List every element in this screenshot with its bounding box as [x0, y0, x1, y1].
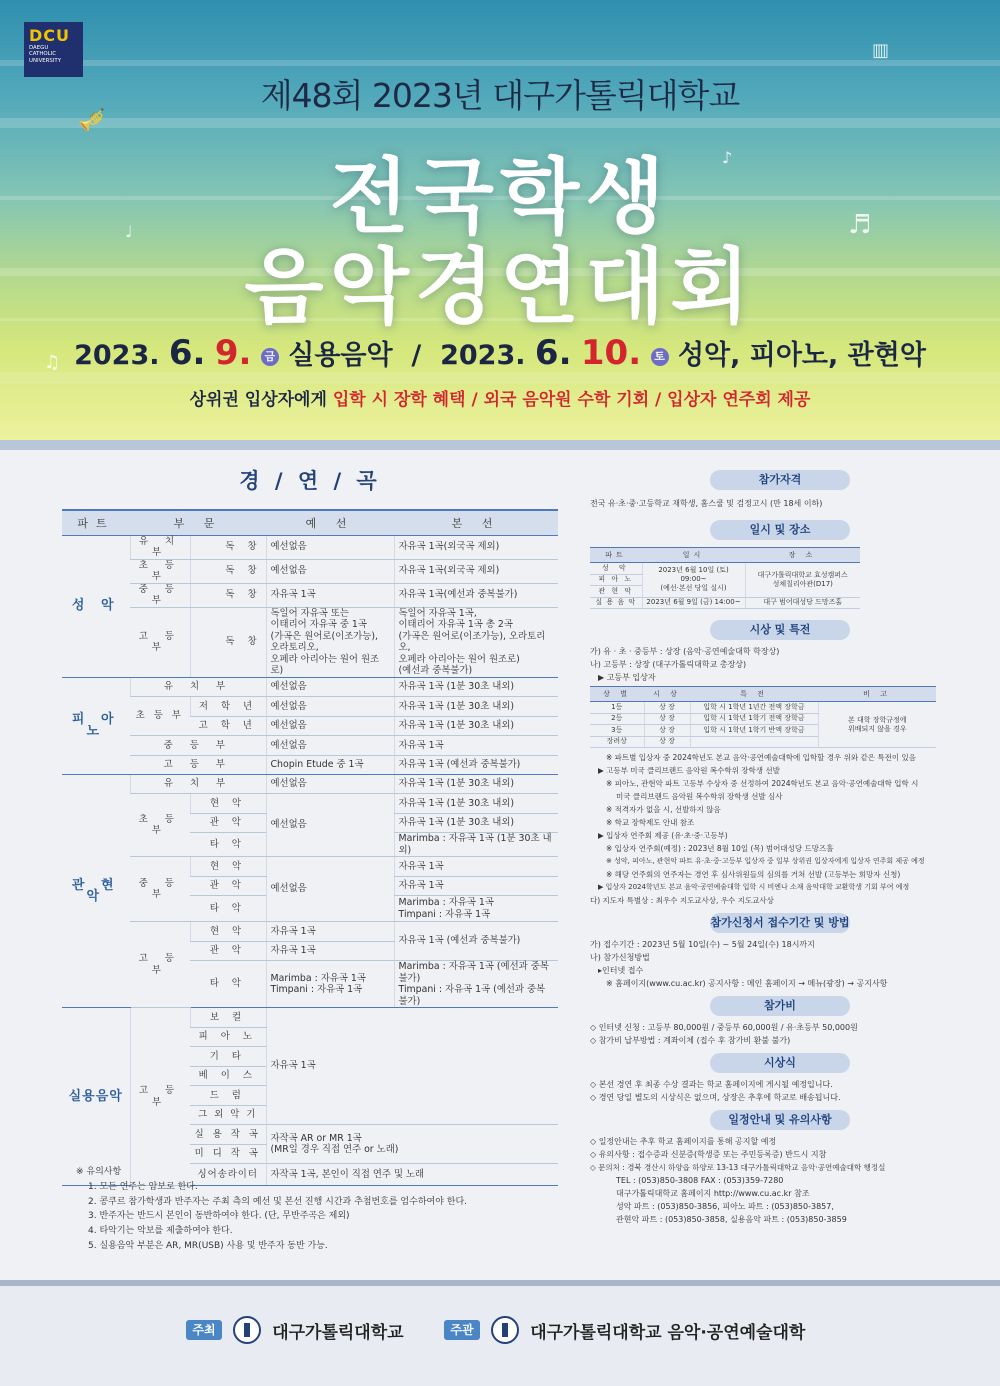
- table-row: [62, 857, 558, 877]
- award-cell: 상 장: [644, 736, 690, 748]
- date1-dow-badge: 금: [261, 348, 279, 366]
- sub-cell: 타 악: [190, 896, 266, 922]
- preliminary-cell: 예선없음: [266, 716, 394, 736]
- ceremony-line: ◇ 경연 당일 별도의 시상식은 없으며, 상장은 추후에 학교로 배송됩니다.: [590, 1093, 841, 1102]
- table-row: [62, 755, 558, 775]
- header-final: 본 선: [394, 510, 558, 535]
- preliminary-cell: 자유곡 1곡: [266, 583, 394, 607]
- table-row: [62, 583, 558, 607]
- logo-line: UNIVERSITY: [29, 57, 62, 64]
- division-cell: 고 등 부: [130, 607, 190, 677]
- awards-line: ※ 입상자 연주회(예정) : 2023년 8월 10일 (목) 범어대성당 드망즈홀: [606, 844, 834, 853]
- header-cell: 장 소: [745, 548, 860, 563]
- application-line: 가) 접수기간 : 2023년 5월 10일(수) ~ 5월 24일(수) 18시까지: [590, 940, 815, 949]
- note-item: 5. 실용음악 부분은 AR, MR(USB) 사용 및 반주자 동반 가능.: [88, 1240, 328, 1251]
- date2-month: 6.: [534, 333, 572, 373]
- final-cell: 독일어 자유곡 1곡, 이태리어 자유곡 1곡 총 2곡 (가곡은 원어로(이조가능), 오라토리오, 오페라 아리아는 원어 원조로) (예선과 중복불가): [394, 607, 558, 677]
- sub-cell: 독 창: [190, 559, 266, 583]
- date1-month: 6.: [168, 333, 206, 373]
- section-title-schedule: 일시 및 장소: [710, 520, 850, 540]
- division-cell: 유 치 부: [130, 677, 266, 697]
- benefit-prefix: 상위권 입상자에게: [189, 390, 333, 410]
- host-badge: 주최: [186, 1320, 222, 1340]
- preliminary-cell: 예선없음: [266, 677, 394, 697]
- preliminary-cell: 자작곡 AR or MR 1곡 (MR일 경우 직접 연주 or 노래): [266, 1125, 558, 1164]
- sub-cell: 독 창: [190, 583, 266, 607]
- award-cell: 장려상: [590, 736, 644, 748]
- division-cell: 중 등 부: [130, 857, 190, 922]
- part-orchestra: 관 현 악: [62, 775, 130, 1008]
- header-division: 부 문: [130, 510, 266, 535]
- sub-cell: 미 디 작 곡: [190, 1144, 266, 1164]
- logo-line: CATHOLIC: [29, 51, 56, 58]
- note-item: 1. 모든 연주는 암보로 한다.: [88, 1181, 198, 1192]
- application-line: ▸인터넷 접수: [598, 966, 644, 975]
- sub-cell: 관 악: [190, 876, 266, 896]
- guide-line: ◇ 일정안내는 추후 학교 홈페이지를 통해 공지할 예정: [590, 1137, 777, 1146]
- place-cell: 대구가톨릭대학교 효성캠퍼스 성체칠리아관(D17): [745, 563, 860, 598]
- note-item: 2. 콩쿠르 참가학생과 반주자는 주최 측의 예선 및 본선 진행 시간과 추첨번호를 엄수하여야 한다.: [88, 1196, 468, 1207]
- part-cell: 피 아 노: [590, 574, 642, 586]
- sub-cell: 독 창: [190, 535, 266, 559]
- table-row: [62, 736, 558, 756]
- table-row: [62, 607, 558, 677]
- notes-section: [76, 1165, 566, 1254]
- division-cell: 고 등 부: [130, 922, 190, 1008]
- awards-line: ※ 해당 연주회의 연주자는 경연 후 심사위원들의 심의를 거쳐 선발 (고등부는 희망자 신청): [606, 870, 901, 879]
- awards-line: ※ 파트별 입상자 중 2024학년도 본교 음악·공연예술대학에 입학할 경우 위와 같은 특전이 있음: [606, 753, 916, 762]
- final-cell: 자유곡 1곡(외국곡 제외): [394, 535, 558, 559]
- final-cell: Marimba : 자유곡 1곡 (1분 30초 내외): [394, 833, 558, 857]
- sub-cell: 베 이 스: [190, 1066, 266, 1086]
- part-cell: 관 현 악: [590, 586, 642, 598]
- sub-cell: 관 악: [190, 941, 266, 961]
- awards-line: 가) 유 · 초 · 중등부 : 상장 (음악·공연예술대학 학장상): [590, 647, 780, 656]
- trumpet-icon: 🎺: [78, 108, 106, 133]
- host-block: [186, 1316, 404, 1344]
- award-cell: 2등: [590, 713, 644, 725]
- final-cell: 자유곡 1곡 (1분 30초 내외): [394, 716, 558, 736]
- awards-line: ▶ 입상자 연주회 제공 (유·초·중·고등부): [598, 831, 728, 840]
- header-cell: 일시: [642, 548, 745, 563]
- preliminary-cell: 예선없음: [266, 697, 394, 717]
- final-cell: 자유곡 1곡(예선과 중복불가): [394, 583, 558, 607]
- award-cell: 1등: [590, 702, 644, 714]
- table-row: [62, 677, 558, 697]
- section-title-guide: 일정안내 및 유의사항: [710, 1110, 850, 1130]
- table-row: [62, 922, 558, 942]
- eligibility-text: 전국 유·초·중·고등학교 재학생, 홈스쿨 및 검정고시 (만 18세 이하): [590, 499, 823, 508]
- final-cell: 자유곡 1곡 (예선과 중복불가): [394, 922, 558, 961]
- header-preliminary: 예 선: [266, 510, 394, 535]
- sub-cell: 싱어송라이터: [190, 1164, 266, 1186]
- table-row: [62, 775, 558, 794]
- sub-cell: 관 악: [190, 813, 266, 833]
- division-cell: 고 등 부: [130, 755, 266, 775]
- section-title-fee: 참가비: [710, 996, 850, 1016]
- university-seal-icon: [233, 1316, 261, 1344]
- awards-line: ※ 성악, 피아노, 관현악 파트 유·초·중·고등부 입상자 중 일부 상위권 입상자에게 입상자 연주회 제공 예정: [606, 857, 925, 865]
- sub-cell: 현 악: [190, 922, 266, 942]
- piano-icon: ♬: [848, 210, 872, 240]
- table-row: [590, 597, 860, 609]
- preliminary-cell: 예선없음: [266, 736, 394, 756]
- header-cell: 특 전: [690, 687, 818, 702]
- sub-cell: 고 학 년: [190, 716, 266, 736]
- awards-line: ※ 학교 장학제도 안내 참조: [606, 818, 695, 827]
- header-cell: 파트: [590, 548, 642, 563]
- part-cell: 성 악: [590, 563, 642, 575]
- table-row: [590, 702, 936, 714]
- repertoire-table: [62, 509, 558, 1186]
- final-cell: 자유곡 1곡(외국곡 제외): [394, 559, 558, 583]
- awards-line: 나) 고등부 : 상장 (대구가톨릭대학교 총장상): [590, 660, 747, 669]
- note-item: 4. 타악기는 악보를 제출하여야 한다.: [88, 1226, 233, 1237]
- music-note-icon: ♪: [722, 148, 733, 167]
- table-header-row: [590, 548, 860, 563]
- preliminary-cell: 예선없음: [266, 559, 394, 583]
- final-cell: 자유곡 1곡 (1분 30초 내외): [394, 677, 558, 697]
- sub-cell: 드 럼: [190, 1086, 266, 1106]
- sub-cell: 현 악: [190, 857, 266, 877]
- date-cell: 2023년 6월 9일 (금) 14:00~: [642, 597, 745, 609]
- dcu-logo: [24, 22, 83, 77]
- header-part: 파트: [62, 510, 130, 535]
- sub-cell: 기 타: [190, 1047, 266, 1067]
- sub-cell: 타 악: [190, 961, 266, 1008]
- award-cell: [690, 736, 818, 748]
- award-cell: 입학 시 1학년 1학기 반액 장학금: [690, 725, 818, 737]
- final-cell: 자유곡 1곡: [394, 857, 558, 877]
- benefit-highlight: 입학 시 장학 혜택 / 외국 음악원 수학 기회 / 입상자 연주회 제공: [332, 390, 811, 410]
- preliminary-cell: 자유곡 1곡: [266, 922, 394, 942]
- final-cell: 자유곡 1곡 (1분 30초 내외): [394, 794, 558, 814]
- final-cell: 자유곡 1곡: [394, 736, 558, 756]
- notes-heading: ※ 유의사항: [76, 1167, 122, 1177]
- section-title-eligibility: 참가자격: [710, 470, 850, 490]
- part-cell: 실 용 음 악: [590, 597, 642, 609]
- sub-cell: 독 창: [190, 607, 266, 677]
- sub-cell: 그 외 악 기: [190, 1105, 266, 1125]
- awards-line: ▶ 입상자 2024학년도 본교 음악·공연예술대학 입학 시 비엔나 소재 음악대학 교환학생 기회 부여 예정: [598, 883, 910, 891]
- date2-dow-badge: 토: [651, 348, 669, 366]
- part-piano: 피 아 노: [62, 677, 130, 775]
- violin-icon: ♫: [44, 352, 61, 373]
- final-cell: Marimba : 자유곡 1곡 Timpani : 자유곡 1곡: [394, 896, 558, 922]
- division-cell: 유 치 부: [130, 775, 266, 794]
- table-row: [62, 697, 558, 717]
- preliminary-cell: 예선없음: [266, 794, 394, 857]
- footer: [0, 1286, 1000, 1386]
- preliminary-cell: Chopin Etude 중 1곡: [266, 755, 394, 775]
- note-item: 3. 반주자는 반드시 본인이 동반하여야 한다. (단, 무반주곡은 제외): [88, 1211, 350, 1222]
- header-cell: 상 별: [590, 687, 644, 702]
- section-title-application: 참가신청서 접수기간 및 방법: [710, 913, 850, 933]
- awards-table: [590, 686, 936, 748]
- division-cell: 중 등 부: [130, 583, 190, 607]
- event-title-line1: 전국학생: [329, 150, 671, 245]
- award-cell: 상 장: [644, 713, 690, 725]
- date1-event: 실용음악: [288, 340, 393, 371]
- date-separator: /: [411, 340, 422, 371]
- guide-line: 관현악 파트 : (053)850-3858, 실용음악 파트 : (053)850-3859: [616, 1215, 847, 1224]
- section-title-awards: 시상 및 특전: [710, 620, 850, 640]
- schedule-table: [590, 547, 860, 609]
- preliminary-cell: 예선없음: [266, 775, 394, 794]
- award-cell: 상 장: [644, 725, 690, 737]
- host-name: 대구가톨릭대학교: [272, 1322, 404, 1343]
- division-cell: 중 등 부: [130, 736, 266, 756]
- table-header-row: [590, 687, 936, 702]
- ceremony-line: ◇ 본선 경연 후 최종 수상 결과는 학교 홈페이지에 게시될 예정입니다.: [590, 1080, 833, 1089]
- hero-divider: [0, 440, 1000, 450]
- division-cell: 초 등 부: [130, 697, 190, 736]
- awards-line: ▶ 고등부 입상자: [598, 673, 656, 682]
- preliminary-cell: Marimba : 자유곡 1곡 Timpani : 자유곡 1곡: [266, 961, 394, 1008]
- division-cell: 초 등 부: [130, 794, 190, 857]
- header-cell: 비 고: [818, 687, 936, 702]
- date-cell: 2023년 6월 10일 (토) 09:00~ (예선·본선 당일 실시): [642, 563, 745, 598]
- organizer-block: [444, 1316, 805, 1344]
- final-cell: Marimba : 자유곡 1곡 (예선과 중복불가) Timpani : 자유곡 1곡 (예선과 중복불가): [394, 961, 558, 1008]
- award-cell: 상 장: [644, 702, 690, 714]
- final-cell: 자유곡 1곡: [394, 876, 558, 896]
- preliminary-cell: 자유곡 1곡: [266, 941, 394, 961]
- organizer-name: 대구가톨릭대학교 음악·공연예술대학: [530, 1322, 806, 1343]
- final-cell: 자유곡 1곡 (1분 30초 내외): [394, 775, 558, 794]
- guide-line: ◇ 문의처 : 경북 경산시 하양읍 하양로 13-13 대구가톨릭대학교 음악·공연예술대학 행정실: [590, 1163, 886, 1172]
- date2-event: 성악, 피아노, 관현악: [677, 340, 926, 371]
- table-row: [62, 794, 558, 814]
- preliminary-cell: 예선없음: [266, 535, 394, 559]
- place-cell: 대구 범어대성당 드망즈홀: [745, 597, 860, 609]
- application-line: ※ 홈페이지(www.cu.ac.kr) 공지사항 : 메인 홈페이지 → 메뉴(광장) → 공지사항: [606, 979, 888, 988]
- guide-line: ◇ 유의사항 : 접수증과 신분증(학생증 또는 주민등록증) 반드시 지참: [590, 1150, 827, 1159]
- info-column: [590, 470, 970, 1226]
- application-line: 나) 참가신청방법: [590, 953, 650, 962]
- final-cell: 자유곡 1곡 (1분 30초 내외): [394, 813, 558, 833]
- awards-line: ▶ 고등부 미국 클리브랜드 음악원 복수학위 장학생 선발: [598, 766, 780, 775]
- sub-cell: 현 악: [190, 794, 266, 814]
- table-row: [62, 559, 558, 583]
- awards-line: ※ 적격자가 없을 시, 선발하지 않음: [606, 805, 721, 814]
- sub-cell: 피 아 노: [190, 1027, 266, 1047]
- preliminary-cell: 자유곡 1곡: [266, 1008, 558, 1125]
- award-cell: 입학 시 1학년 1년간 전액 장학금: [690, 702, 818, 714]
- benefit-line: [0, 385, 1000, 410]
- part-vocal: 성 악: [62, 535, 130, 677]
- fee-line: ◇ 인터넷 신청 : 고등부 80,000원 / 중등부 60,000원 / 유·초등부 50,000원: [590, 1023, 858, 1032]
- awards-line: ※ 피아노, 관현악 파트 고등부 수상자 중 선정하여 2024학년도 본교 음악·공연예술대학 입학 시: [606, 779, 919, 788]
- awards-line: 다) 지도자 특별상 : 최우수 지도교사상, 우수 지도교사상: [590, 896, 774, 905]
- university-seal-icon: [491, 1316, 519, 1344]
- event-subtitle: 제48회 2023년 대구가톨릭대학교: [260, 76, 740, 115]
- preliminary-cell: 독일어 자유곡 또는 이태리어 자유곡 중 1곡 (가곡은 원어로(이조가능), 오라토리오, 오페라 아리아는 원어 원조로): [266, 607, 394, 677]
- division-cell: 유 치 부: [130, 535, 190, 559]
- logo-abbr: DCU: [29, 26, 71, 45]
- table-row: [62, 1008, 558, 1028]
- sub-cell: 타 악: [190, 833, 266, 857]
- table-header-row: [62, 510, 558, 535]
- final-cell: 자유곡 1곡 (1분 30초 내외): [394, 697, 558, 717]
- repertoire-title: 경 / 연 / 곡: [239, 469, 381, 493]
- sub-cell: 실 용 작 곡: [190, 1125, 266, 1145]
- final-cell: 자유곡 1곡 (예선과 중복불가): [394, 755, 558, 775]
- guide-line: TEL : (053)850-3808 FAX : (053)359-7280: [616, 1176, 784, 1185]
- event-title-line2: 음악경연대회: [244, 240, 756, 335]
- award-cell: 입학 시 1학년 1학기 전액 장학금: [690, 713, 818, 725]
- table-row: [62, 535, 558, 559]
- preliminary-cell: 자작곡 1곡, 본인이 직접 연주 및 노래: [266, 1164, 558, 1186]
- date2-day: 10.: [580, 333, 642, 373]
- guide-line: 성악 파트 : (053)850-3856, 피아노 파트 : (053)850-3857,: [616, 1202, 834, 1211]
- awards-line: 미국 클리브랜드 음악원 복수학위 장학생 선발 심사: [616, 792, 783, 801]
- division-cell: 초 등 부: [130, 559, 190, 583]
- xylophone-icon: ▥: [872, 40, 890, 61]
- music-note-icon: ♩: [125, 222, 133, 241]
- fee-line: ◇ 참가비 납부방법 : 계좌이체 (접수 후 참가비 환불 불가): [590, 1036, 791, 1045]
- table-row: [590, 563, 860, 575]
- date1-year: 2023.: [74, 340, 160, 371]
- logo-line: DAEGU: [29, 45, 49, 51]
- section-title-ceremony: 시상식: [710, 1053, 850, 1073]
- sub-cell: 보 컬: [190, 1008, 266, 1028]
- division-cell: 고 등 부: [130, 1008, 190, 1186]
- date1-day: 9.: [214, 333, 252, 373]
- organizer-badge: 주관: [444, 1320, 480, 1340]
- header-cell: 시 상: [644, 687, 690, 702]
- preliminary-cell: 예선없음: [266, 857, 394, 922]
- part-practical: 실용음악: [62, 1008, 130, 1186]
- guide-line: 대구가톨릭대학교 홈페이지 http://www.cu.ac.kr 참조: [616, 1189, 810, 1198]
- date2-year: 2023.: [440, 340, 526, 371]
- remark-cell: 본 대학 장학규정에 위배되지 않을 경우: [818, 702, 936, 748]
- sub-cell: 저 학 년: [190, 697, 266, 717]
- award-cell: 3등: [590, 725, 644, 737]
- event-dates: [0, 333, 1000, 373]
